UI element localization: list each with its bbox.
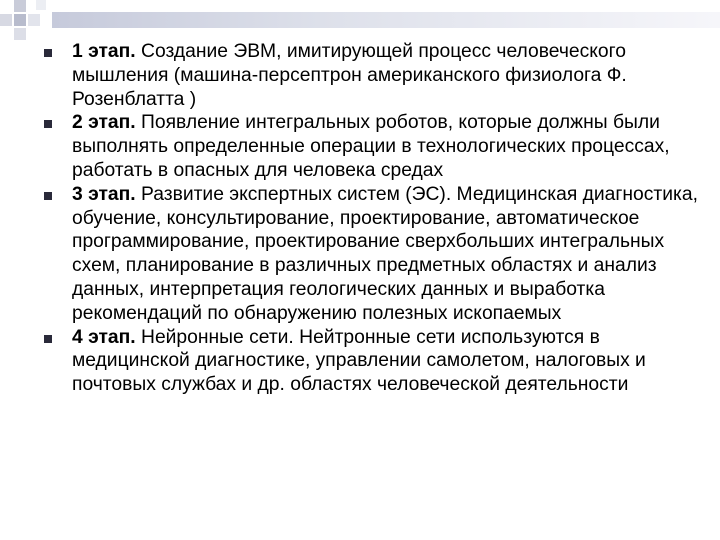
item-lead: 1 этап.	[72, 41, 136, 62]
item-lead: 2 этап.	[72, 112, 136, 134]
item-text: Появление интегральных роботов, которые должны были выполнять определенные операции в технологических процессах, работать в опасных для человека средах	[72, 112, 670, 181]
list-item	[44, 326, 716, 397]
list-item	[44, 111, 716, 182]
decor-square	[14, 28, 26, 40]
decor-square	[14, 0, 26, 12]
square-bullet-icon	[44, 192, 52, 200]
decor-square	[0, 14, 12, 26]
square-bullet-icon	[44, 335, 52, 343]
header-decoration	[0, 0, 720, 40]
item-lead: 3 этап.	[72, 183, 136, 205]
item-text: Создание ЭВМ, имитирующей процесс человеческого мышления (машина-персептрон американского физиолога Ф. Розенблатта )	[72, 41, 627, 110]
bullet-list	[44, 40, 716, 397]
item-text: Нейронные сети. Нейтронные сети используются в медицинской диагностике, управлении самолетом, налоговых и почтовых службах и др. областях человеческой деятельности	[72, 326, 646, 396]
list-item	[44, 40, 716, 111]
square-bullet-icon	[44, 120, 52, 128]
square-bullet-icon	[44, 49, 52, 57]
item-text: Развитие экспертных систем (ЭС). Медицинская диагностика, обучение, консультирование, проектирование, автоматическое программирование, проектирование сверхбольших интегральных схем, планирование в различных предметных областях и анализ данных, интерпретация геологических данных и выработка рекомендаций по обнаружению полезных ископаемых	[72, 183, 698, 324]
title-bar-gradient	[52, 12, 720, 28]
item-lead: 4 этап.	[72, 326, 136, 348]
decor-square	[36, 0, 46, 10]
list-item	[44, 183, 716, 326]
decor-square	[14, 14, 26, 26]
decor-square	[28, 14, 40, 26]
